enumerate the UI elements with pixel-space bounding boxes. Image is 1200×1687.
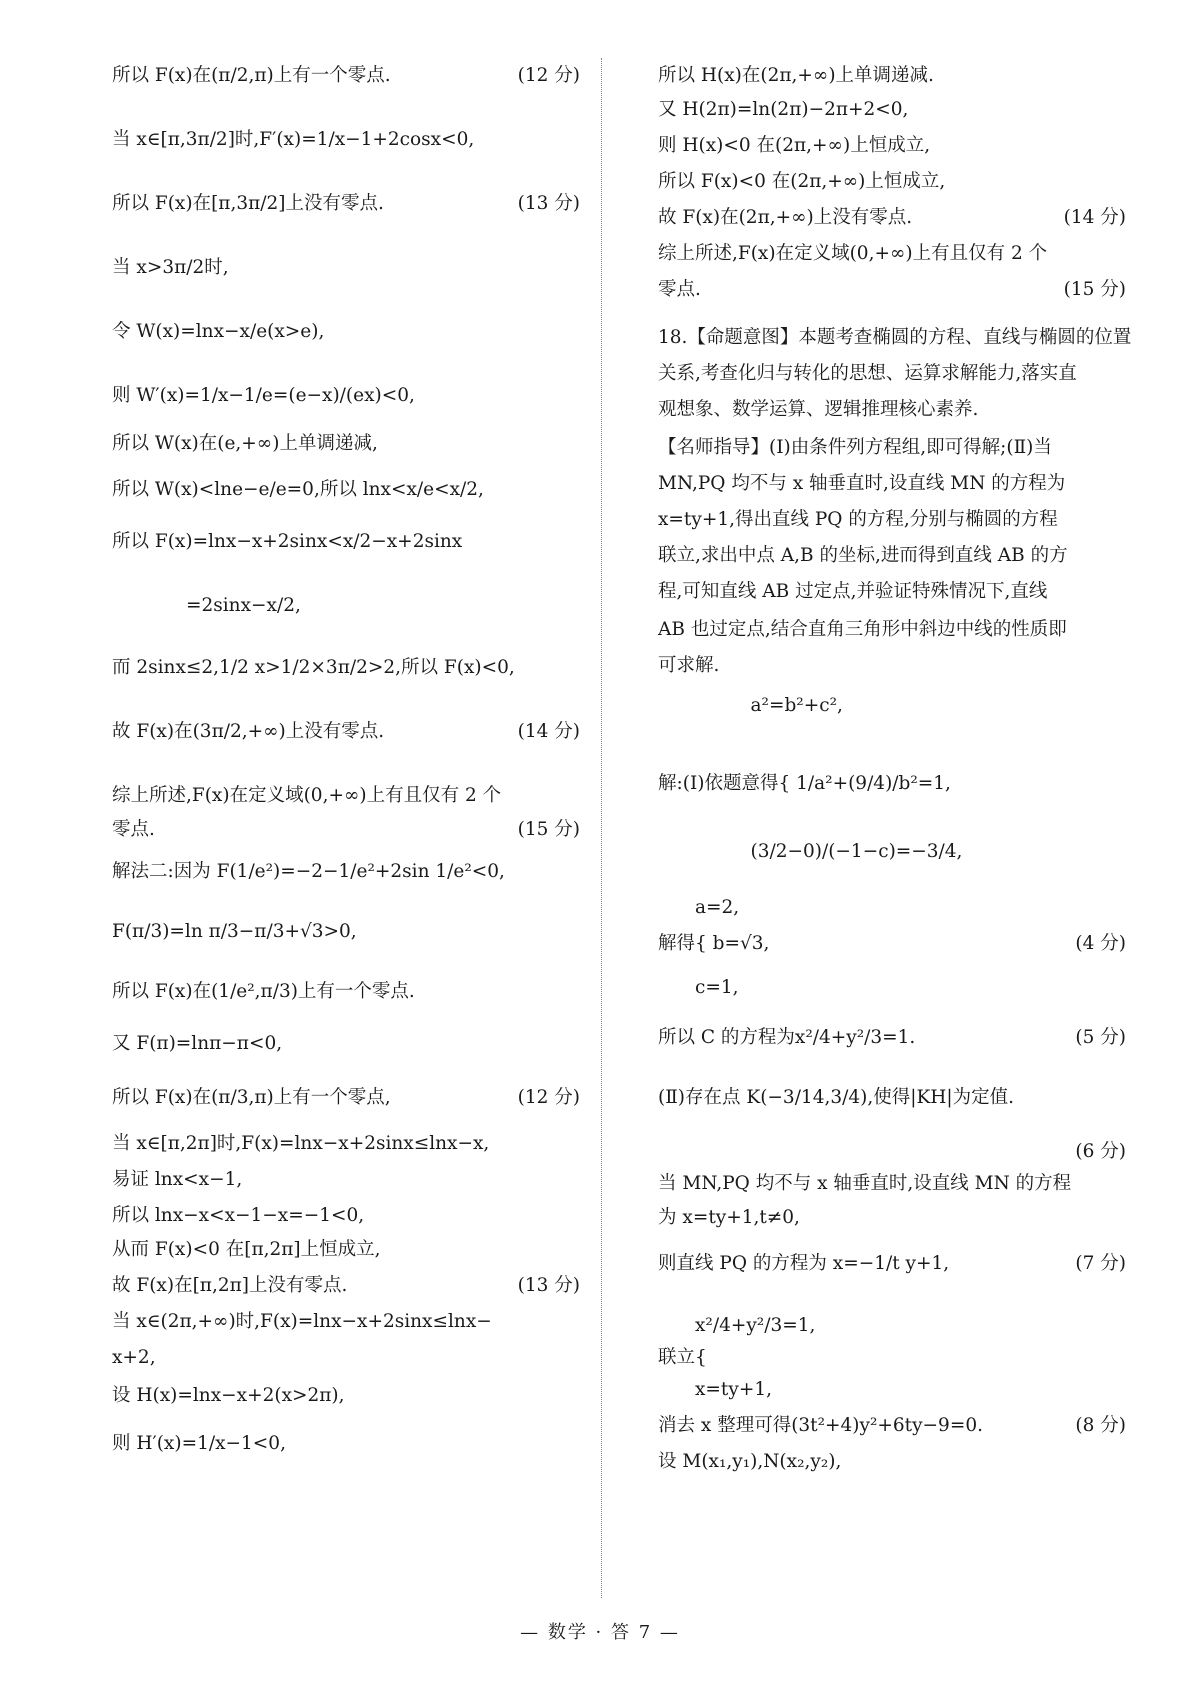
line-text: 当 x∈[π,2π]时,F(x)=lnx−x+2sinx≤lnx−x,	[112, 1133, 490, 1154]
line-text: AB 也过定点,结合直角三角形中斜边中线的性质即	[658, 619, 1067, 640]
line-text: x²/4+y²/3=1,	[658, 1315, 816, 1336]
line-text: 18.【命题意图】本题考查椭圆的方程、直线与椭圆的位置	[658, 327, 1132, 348]
line-text: 解:(Ⅰ)依题意得{ 1/a²+(9/4)/b²=1,	[658, 773, 951, 794]
right-column-line	[658, 326, 1132, 350]
line-text: 观想象、数学运算、逻辑推理核心素养.	[658, 399, 979, 420]
line-text: 程,可知直线 AB 过定点,并验证特殊情况下,直线	[658, 581, 1048, 602]
line-text: 则直线 PQ 的方程为 x=−1/t y+1,	[658, 1253, 950, 1274]
line-text: 零点.	[112, 819, 155, 840]
left-column-line	[112, 530, 580, 554]
line-text: 当 MN,PQ 均不与 x 轴垂直时,设直线 MN 的方程	[658, 1173, 1072, 1194]
right-column-line	[658, 98, 1126, 122]
right-column-line	[658, 932, 1126, 956]
line-text: 所以 F(x)=lnx−x+2sinx<x/2−x+2sinx	[112, 531, 463, 552]
line-text: 所以 lnx−x<x−1−x=−1<0,	[112, 1205, 365, 1226]
page-footer: — 数学 · 答 7 —	[520, 1622, 680, 1643]
left-column-line	[112, 1310, 580, 1334]
line-text: 又 H(2π)=ln(2π)−2π+2<0,	[658, 99, 909, 120]
right-column-line	[658, 1314, 1126, 1338]
right-column-line	[658, 472, 1126, 496]
score-mark: (4 分)	[1075, 933, 1126, 954]
line-text: a²=b²+c²,	[658, 695, 843, 716]
score-mark: (13 分)	[517, 193, 580, 214]
left-column-line	[112, 980, 580, 1004]
left-column-line	[112, 818, 580, 842]
right-column-line	[658, 1172, 1126, 1196]
score-mark: (6 分)	[1075, 1141, 1126, 1162]
right-column-line	[658, 362, 1126, 386]
score-mark: (14 分)	[517, 721, 580, 742]
line-text: x=ty+1,	[658, 1379, 772, 1400]
right-column-line	[658, 278, 1126, 302]
left-column-line	[112, 1132, 580, 1156]
right-column-line	[658, 1414, 1126, 1438]
score-mark: (15 分)	[1063, 279, 1126, 300]
line-text: 解法二:因为 F(1/e²)=−2−1/e²+2sin 1/e²<0,	[112, 861, 505, 882]
line-text: 消去 x 整理可得(3t²+4)y²+6ty−9=0.	[658, 1415, 983, 1436]
line-text: =2sinx−x/2,	[112, 595, 301, 616]
line-text: 所以 W(x)在(e,+∞)上单调递减,	[112, 433, 378, 454]
right-column-line	[658, 976, 1126, 1000]
left-column-line	[112, 128, 580, 152]
right-column-line	[658, 206, 1126, 230]
right-column-line	[658, 508, 1126, 532]
line-text: 解得{ b=√3,	[658, 933, 770, 954]
right-column-line	[658, 436, 1126, 460]
right-column-line	[658, 1346, 1126, 1370]
left-column-line	[112, 320, 580, 344]
line-text: 综上所述,F(x)在定义域(0,+∞)上有且仅有 2 个	[658, 243, 1048, 264]
score-mark: (14 分)	[1063, 207, 1126, 228]
right-column-line	[658, 654, 1126, 678]
line-text: x+2,	[112, 1347, 156, 1368]
line-text: 为 x=ty+1,t≠0,	[658, 1207, 800, 1228]
line-text: 可求解.	[658, 655, 720, 676]
left-column-line	[112, 1086, 580, 1110]
line-text: (3/2−0)/(−1−c)=−3/4,	[658, 841, 963, 862]
left-column-line	[112, 1204, 580, 1228]
right-column-line	[658, 544, 1126, 568]
line-text: 所以 F(x)<0 在(2π,+∞)上恒成立,	[658, 171, 946, 192]
left-column-line	[112, 1346, 580, 1370]
line-text: 当 x>3π/2时,	[112, 257, 229, 278]
line-text: 则 W′(x)=1/x−1/e=(e−x)/(ex)<0,	[112, 385, 415, 406]
right-column-line	[658, 580, 1126, 604]
score-mark: (15 分)	[517, 819, 580, 840]
line-text: 易证 lnx<x−1,	[112, 1169, 243, 1190]
left-column-line	[112, 720, 580, 744]
line-text: 故 F(x)在(3π/2,+∞)上没有零点.	[112, 721, 385, 742]
left-column-line	[112, 1384, 580, 1408]
right-column-line	[658, 1378, 1126, 1402]
left-column-line	[112, 1274, 580, 1298]
line-text: F(π/3)=ln π/3−π/3+√3>0,	[112, 921, 357, 942]
line-text: 联立{	[658, 1347, 707, 1368]
line-text: a=2,	[658, 897, 740, 918]
right-column-line	[658, 1206, 1126, 1230]
line-text: 零点.	[658, 279, 701, 300]
line-text: 所以 F(x)在[π,3π/2]上没有零点.	[112, 193, 384, 214]
right-column-line	[658, 694, 1126, 718]
left-column-line	[112, 784, 580, 808]
score-mark: (8 分)	[1075, 1415, 1126, 1436]
score-mark: (12 分)	[517, 65, 580, 86]
right-column-line	[658, 1252, 1126, 1276]
left-column-line	[112, 256, 580, 280]
line-text: 联立,求出中点 A,B 的坐标,进而得到直线 AB 的方	[658, 545, 1068, 566]
line-text: 所以 F(x)在(1/e²,π/3)上有一个零点.	[112, 981, 415, 1002]
right-column-line	[658, 840, 1126, 864]
line-text: 所以 H(x)在(2π,+∞)上单调递减.	[658, 65, 934, 86]
right-column-line	[658, 618, 1126, 642]
line-text: 综上所述,F(x)在定义域(0,+∞)上有且仅有 2 个	[112, 785, 502, 806]
right-column-line	[658, 896, 1126, 920]
line-text: (Ⅱ)存在点 K(−3/14,3/4),使得|KH|为定值.	[658, 1087, 1015, 1108]
line-text: x=ty+1,得出直线 PQ 的方程,分别与椭圆的方程	[658, 509, 1058, 530]
line-text: 则 H′(x)=1/x−1<0,	[112, 1433, 286, 1454]
left-column-line	[112, 64, 580, 88]
left-column-line	[112, 1432, 580, 1456]
score-mark: (12 分)	[517, 1087, 580, 1108]
line-text: 而 2sinx≤2,1/2 x>1/2×3π/2>2,所以 F(x)<0,	[112, 657, 515, 678]
line-text: 故 F(x)在[π,2π]上没有零点.	[112, 1275, 348, 1296]
left-column-line	[112, 192, 580, 216]
right-column-line	[658, 64, 1126, 88]
line-text: 所以 W(x)<lne−e/e=0,所以 lnx<x/e<x/2,	[112, 479, 484, 500]
left-column-line	[112, 1032, 580, 1056]
right-column-line	[658, 1450, 1126, 1474]
line-text: 所以 C 的方程为x²/4+y²/3=1.	[658, 1027, 916, 1048]
right-column-line	[658, 772, 1126, 796]
line-text: 当 x∈(2π,+∞)时,F(x)=lnx−x+2sinx≤lnx−	[112, 1311, 492, 1332]
line-text: 【名师指导】(Ⅰ)由条件列方程组,即可得解;(Ⅱ)当	[658, 437, 1052, 458]
left-column-line	[112, 1238, 580, 1262]
line-text: 令 W(x)=lnx−x/e(x>e),	[112, 321, 325, 342]
line-text: 设 M(x₁,y₁),N(x₂,y₂),	[658, 1451, 842, 1472]
right-column-line	[658, 170, 1126, 194]
left-column-line	[112, 1168, 580, 1192]
line-text: 则 H(x)<0 在(2π,+∞)上恒成立,	[658, 135, 931, 156]
left-column-line	[112, 860, 580, 884]
line-text: MN,PQ 均不与 x 轴垂直时,设直线 MN 的方程为	[658, 473, 1066, 494]
left-column-line	[112, 432, 580, 456]
left-column-line	[112, 384, 580, 408]
line-text: 所以 F(x)在(π/3,π)上有一个零点,	[112, 1087, 391, 1108]
right-column-line	[658, 1026, 1126, 1050]
line-text: 又 F(π)=lnπ−π<0,	[112, 1033, 283, 1054]
left-column-line	[112, 656, 580, 680]
left-column-line	[112, 478, 580, 502]
score-mark: (13 分)	[517, 1275, 580, 1296]
right-column-line	[658, 242, 1126, 266]
line-text: 从而 F(x)<0 在[π,2π]上恒成立,	[112, 1239, 381, 1260]
right-column-line	[658, 398, 1126, 422]
line-text: 设 H(x)=lnx−x+2(x>2π),	[112, 1385, 345, 1406]
line-text: 当 x∈[π,3π/2]时,F′(x)=1/x−1+2cosx<0,	[112, 129, 475, 150]
column-divider	[601, 58, 602, 1598]
score-mark: (5 分)	[1075, 1027, 1126, 1048]
right-column-line	[658, 134, 1126, 158]
line-text: 所以 F(x)在(π/2,π)上有一个零点.	[112, 65, 391, 86]
left-column-line	[112, 594, 580, 618]
line-text: 故 F(x)在(2π,+∞)上没有零点.	[658, 207, 913, 228]
right-column-line	[658, 1086, 1126, 1110]
line-text: 关系,考查化归与转化的思想、运算求解能力,落实直	[658, 363, 1077, 384]
left-column-line	[112, 920, 580, 944]
score-mark: (7 分)	[1075, 1253, 1126, 1274]
line-text: c=1,	[658, 977, 739, 998]
